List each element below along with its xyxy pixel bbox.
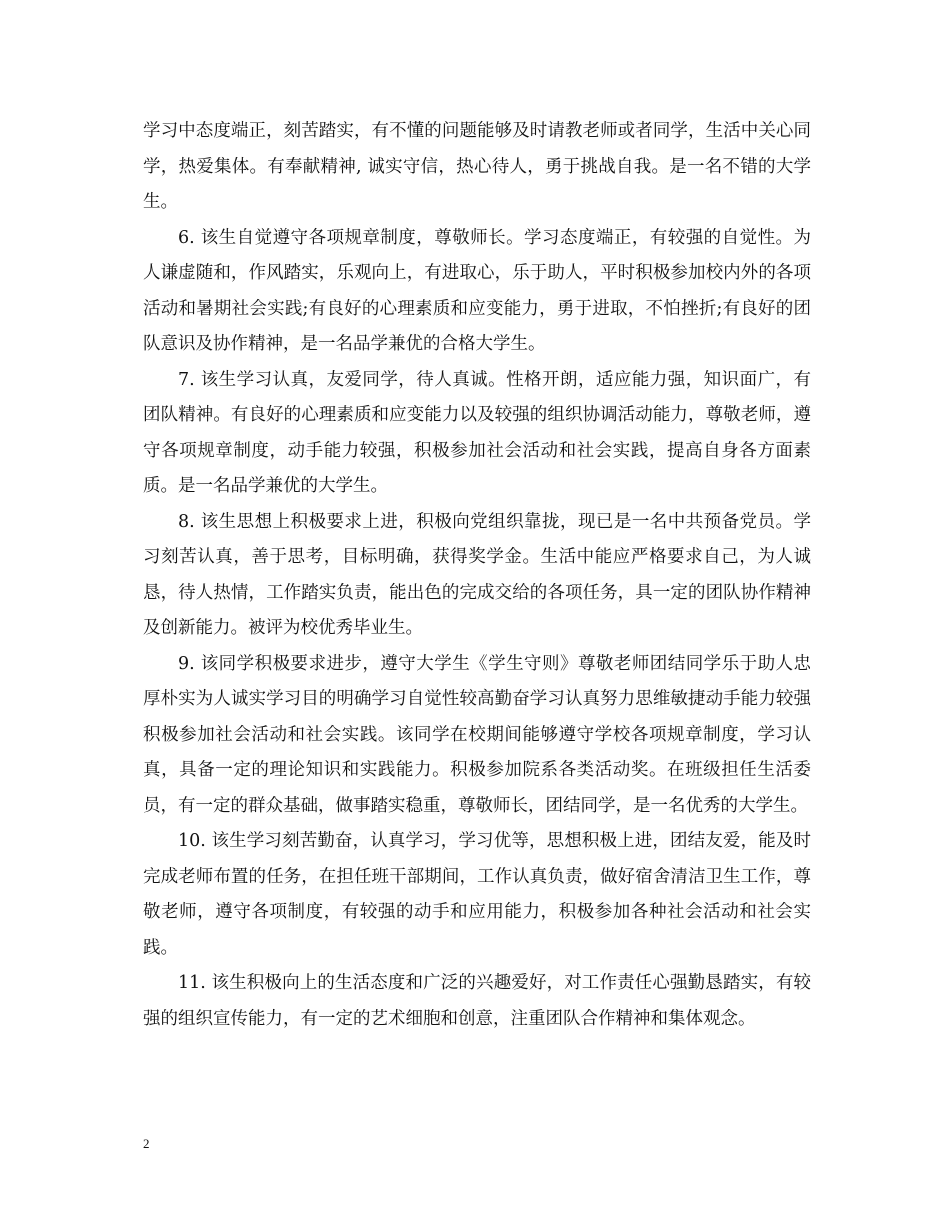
paragraph-item-6: 6. 该生自觉遵守各项规章制度，尊敬师长。学习态度端正，有较强的自觉性。为人谦虚随和，作风踏实，乐观向上，有进取心，乐于助人，平时积极参加校内外的各项活动和暑期社会实践;有良好的心理素质和应变能力，勇于进取，不怕挫折;有良好的团队意识及协作精神，是一名品学兼优的合格大学生。 (143, 227, 811, 354)
document-body (143, 114, 811, 1037)
paragraph-continuation: 学习中态度端正，刻苦踏实，有不懂的问题能够及时请教老师或者同学，生活中关心同学，热爱集体。有奉献精神, 诚实守信，热心待人，勇于挑战自我。是一名不错的大学生。 (143, 121, 811, 212)
paragraph-item-11: 11. 该生积极向上的生活态度和广泛的兴趣爱好，对工作责任心强勤恳踏实，有较强的组织宣传能力，有一定的艺术细胞和创意，注重团队合作精神和集体观念。 (143, 973, 811, 1029)
paragraph-item-10: 10. 该生学习刻苦勤奋，认真学习，学习优等，思想积极上进，团结友爱，能及时完成老师布置的任务，在担任班干部期间，工作认真负责，做好宿舍清洁卫生工作，尊敬老师，遵守各项制度，有较强的动手和应用能力，积极参加各种社会活动和社会实践。 (143, 831, 811, 958)
paragraph-item-7: 7. 该生学习认真，友爱同学，待人真诚。性格开朗，适应能力强，知识面广，有团队精神。有良好的心理素质和应变能力以及较强的组织协调活动能力，尊敬老师，遵守各项规章制度，动手能力较强，积极参加社会活动和社会实践，提高自身各方面素质。是一名品学兼优的大学生。 (143, 369, 811, 496)
paragraph-item-8: 8. 该生思想上积极要求上进，积极向党组织靠拢，现已是一名中共预备党员。学习刻苦认真，善于思考，目标明确，获得奖学金。生活中能应严格要求自己，为人诚恳，待人热情，工作踏实负责，能出色的完成交给的各项任务，具一定的团队协作精神及创新能力。被评为校优秀毕业生。 (143, 511, 811, 638)
page-number: 2 (143, 1136, 150, 1151)
paragraph-item-9: 9. 该同学积极要求进步，遵守大学生《学生守则》尊敬老师团结同学乐于助人忠厚朴实为人诚实学习目的明确学习自觉性较高勤奋学习认真努力思维敏捷动手能力较强积极参加社会活动和社会实践。该同学在校期间能够遵守学校各项规章制度，学习认真，具备一定的理论知识和实践能力。积极参加院系各类活动奖。在班级担任生活委员，有一定的群众基础，做事踏实稳重，尊敬师长，团结同学，是一名优秀的大学生。 (143, 653, 811, 816)
